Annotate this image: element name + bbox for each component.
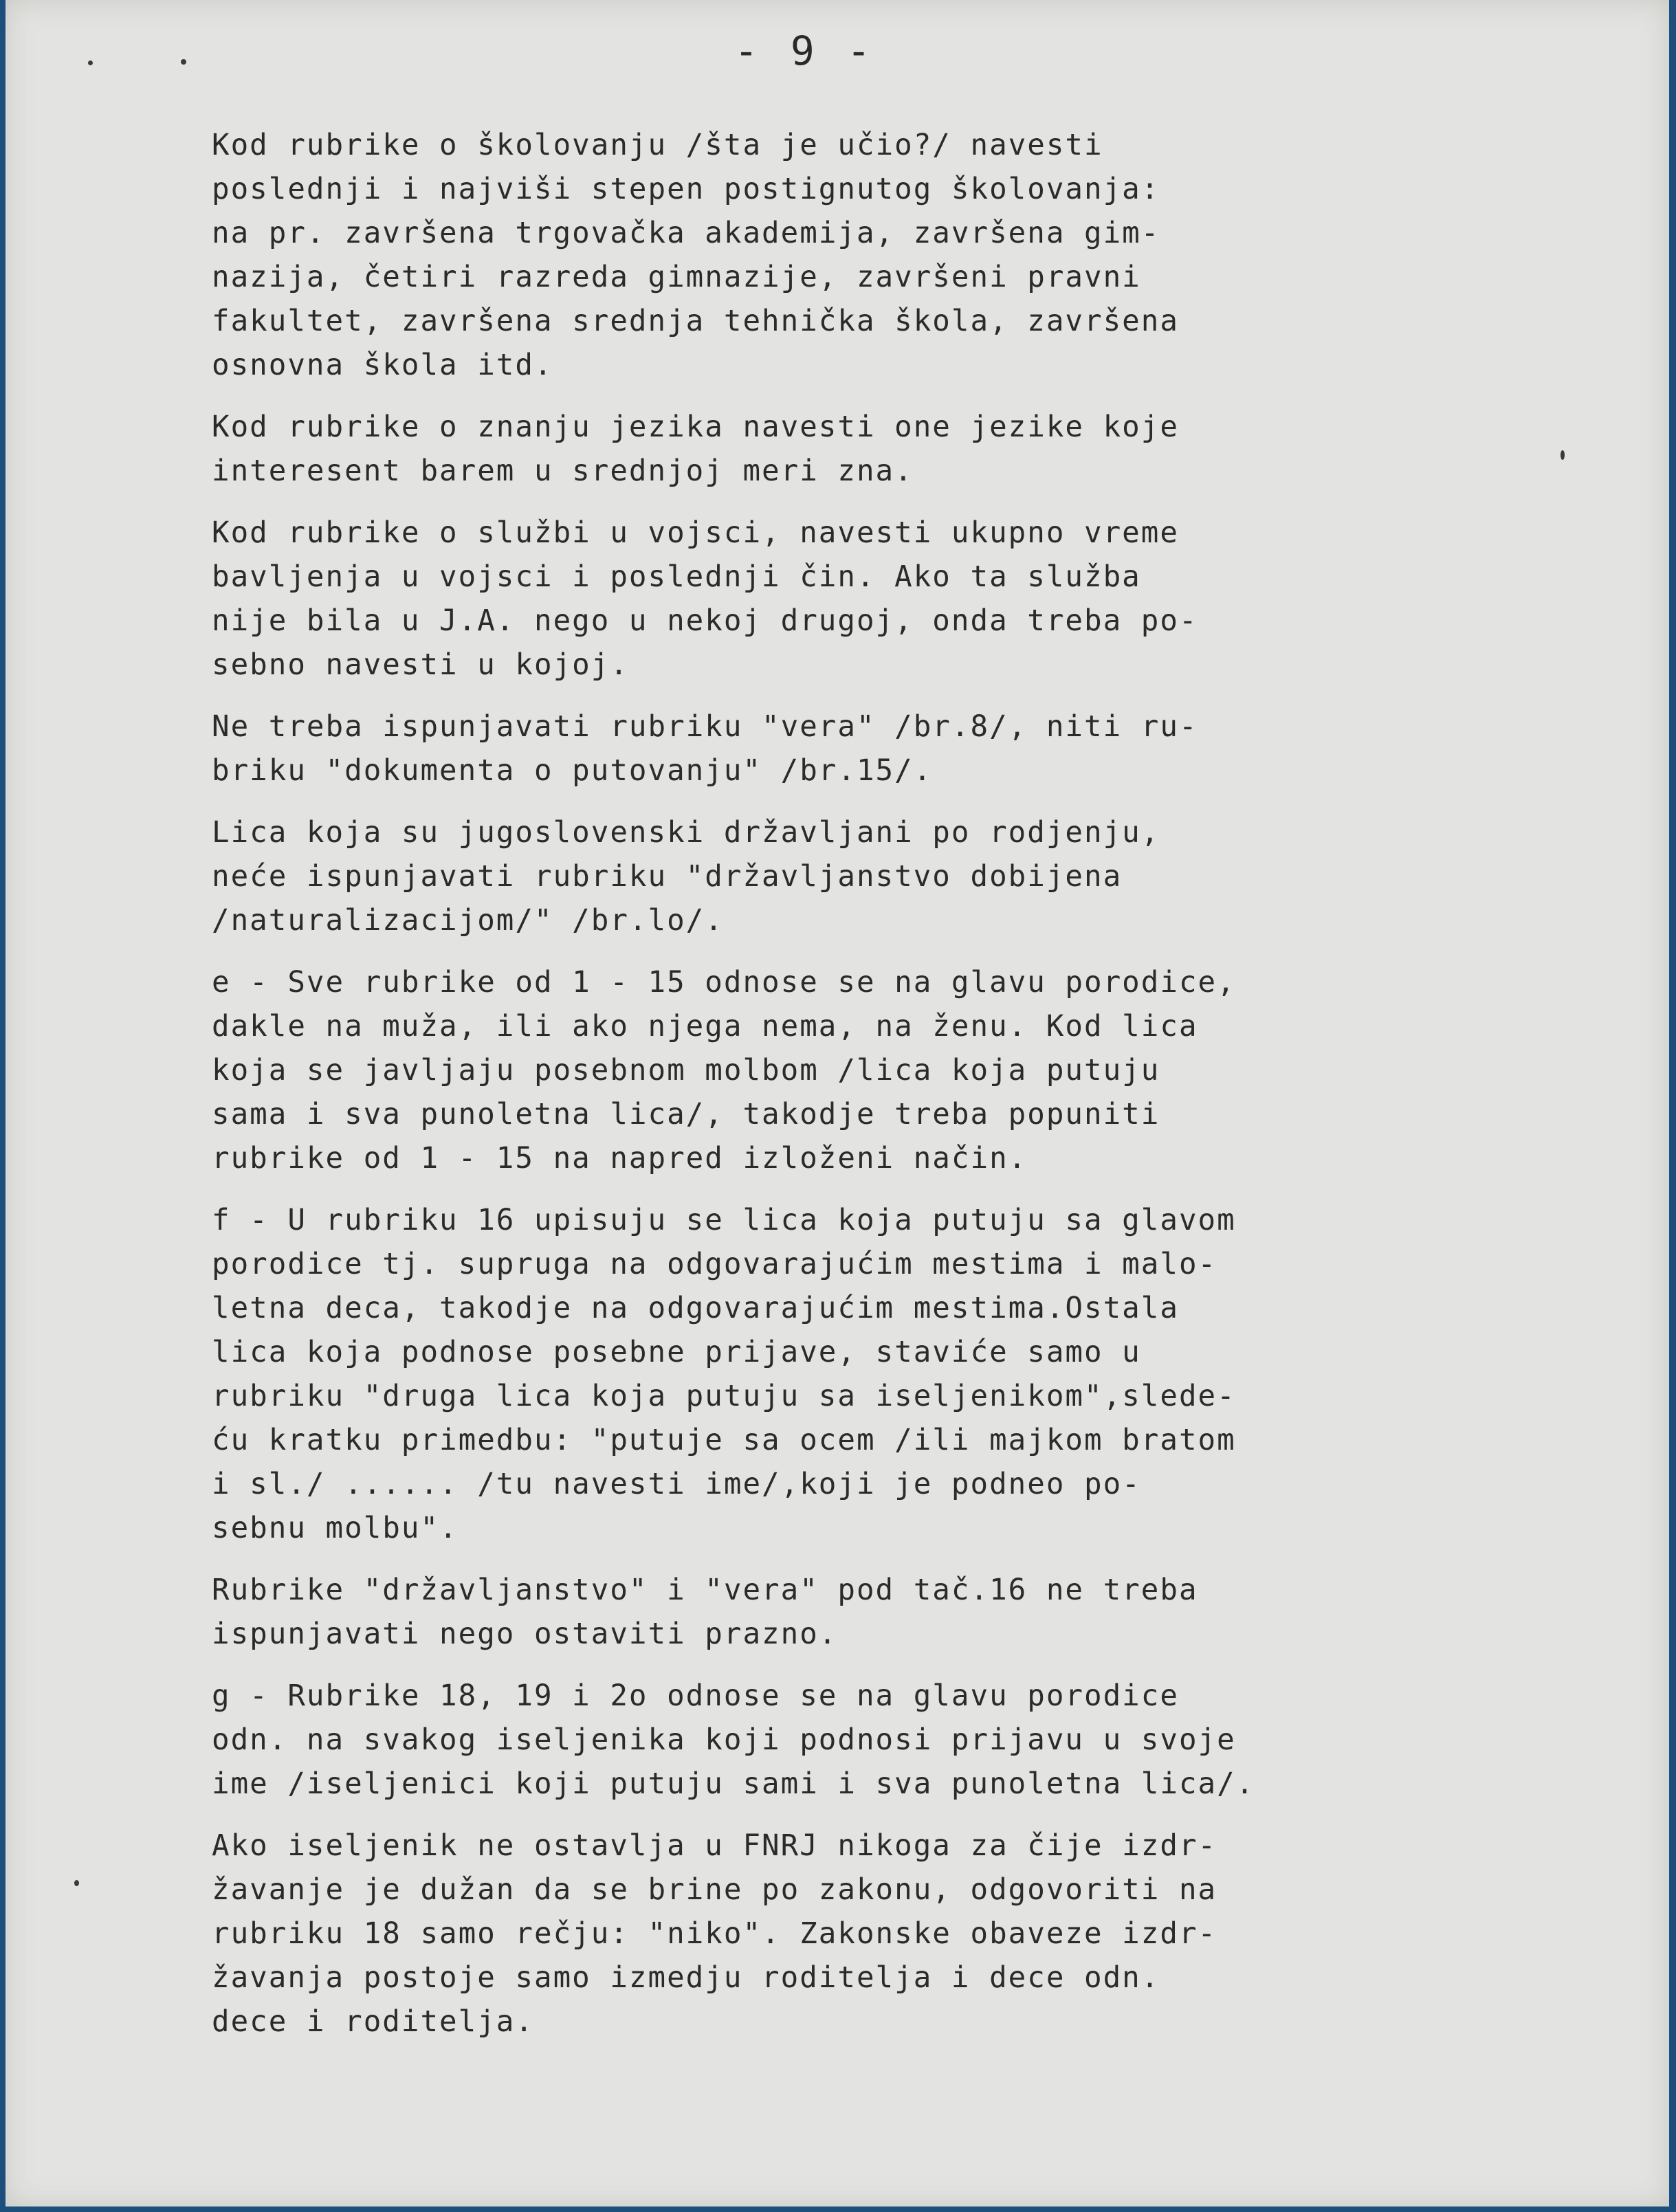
- paragraph-schooling: Kod rubrike o školovanju /šta je učio?/ navesti poslednji i najviši stepen postignutog školovanja: na pr. završena trgovačka akademija, završena gim- nazija, četiri razreda gimnazije, završeni pravni fakultet, završena srednja tehnička škola, završena osnovna škola itd.: [212, 129, 1179, 382]
- document-body: [212, 124, 1435, 2062]
- ink-speck: [1561, 450, 1565, 460]
- paragraph-religion: Ne treba ispunjavati rubriku "vera" /br.8/, niti ru- briku "dokumenta o putovanju" /br.15/.: [212, 710, 1198, 788]
- paragraph-citizenship-religion-16: Rubrike "državljanstvo" i "vera" pod tač.16 ne treba ispunjavati nego ostaviti prazno.: [212, 1573, 1198, 1651]
- paragraph-dependents: Ako iseljenik ne ostavlja u FNRJ nikoga za čije izdr- žavanje je dužan da se brine po zakonu, odgovoriti na rubriku 18 samo rečju: "niko". Zakonske obaveze izdr- žavanja postoje samo izmedju roditelja i dece odn. dece i roditelja.: [212, 1829, 1217, 2039]
- paragraph-section-g: g - Rubrike 18, 19 i 2o odnose se na glavu porodice odn. na svakog iseljenika koji podnosi prijavu u svoje ime /iseljenici koji putuju sami i sva punoletna lica/.: [212, 1679, 1255, 1801]
- ink-speck: [74, 1880, 79, 1886]
- document-page: [5, 0, 1669, 2207]
- paragraph-military: Kod rubrike o službi u vojsci, navesti ukupno vreme bavljenja u vojsci i poslednji čin. Ako ta služba nije bila u J.A. nego u nekoj drugoj, onda treba po- sebno navesti u kojoj.: [212, 516, 1198, 682]
- paragraph-section-f: f - U rubriku 16 upisuju se lica koja putuju sa glavom porodice tj. supruga na odgovarajućim mestima i malo- letna deca, takodje na odgovarajućim mestima.Ostala lica koja podnose posebne prijave, staviće samo u rubriku "druga lica koja putuju sa iseljenikom",slede- ću kratku primedbu: "putuje sa ocem /ili majkom bratom i sl./ ...... /tu navesti ime/,koji je podneo po- sebnu molbu".: [212, 1204, 1236, 1545]
- page-number: - 9 -: [734, 27, 875, 74]
- ink-speck: [181, 59, 186, 65]
- paragraph-section-e: e - Sve rubrike od 1 - 15 odnose se na glavu porodice, dakle na muža, ili ako njega nema, na ženu. Kod lica koja se javljaju posebnom molbom /lica koja putuju sama i sva punoletna lica/, takodje treba popuniti rubrike od 1 - 15 na napred izloženi način.: [212, 966, 1236, 1175]
- paragraph-citizenship: Lica koja su jugoslovenski državljani po rodjenju, neće ispunjavati rubriku "državljanstvo dobijena /naturalizacijom/" /br.lo/.: [212, 816, 1160, 938]
- paragraph-languages: Kod rubrike o znanju jezika navesti one jezike koje interesent barem u srednjoj meri zna.: [212, 410, 1179, 488]
- ink-speck: [88, 60, 93, 65]
